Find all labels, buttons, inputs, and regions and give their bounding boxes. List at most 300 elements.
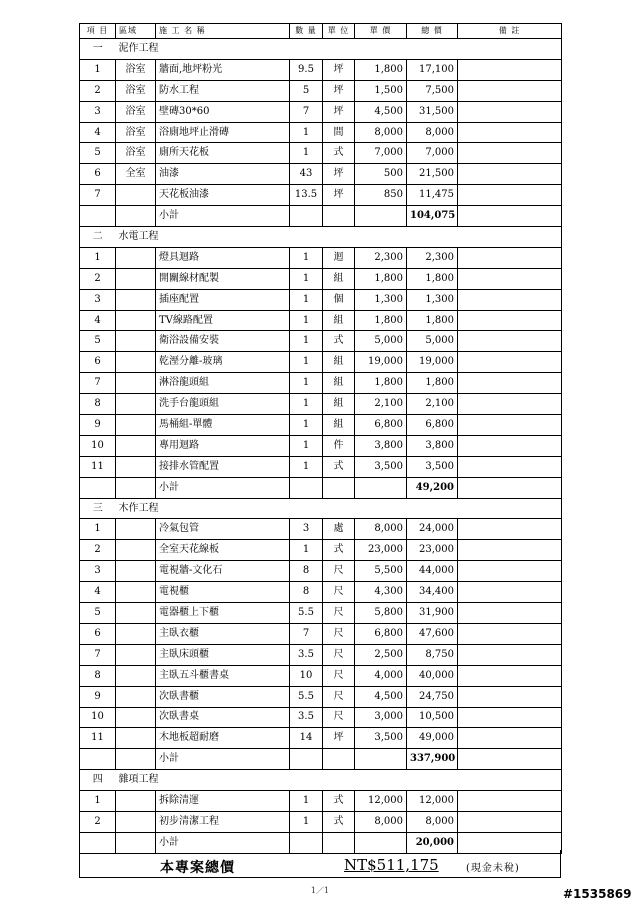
item-area	[116, 791, 156, 812]
subtotal-row	[80, 206, 562, 227]
item-name: 淋浴龍頭組	[156, 373, 290, 394]
item-area	[116, 435, 156, 456]
table-row	[80, 310, 562, 331]
item-qty: 5	[290, 80, 323, 101]
item-area	[116, 519, 156, 540]
item-area	[116, 665, 156, 686]
item-unit: 尺	[323, 686, 355, 707]
section-number: 三	[80, 498, 116, 519]
item-unit: 坪	[323, 185, 355, 206]
item-qty: 1	[290, 331, 323, 352]
item-unit: 坪	[323, 164, 355, 185]
item-amount: 1,800	[407, 310, 458, 331]
item-unit: 坪	[323, 59, 355, 80]
table-row	[80, 164, 562, 185]
page-number: 1／1	[310, 886, 330, 895]
item-number: 11	[80, 456, 116, 477]
table-row	[80, 268, 562, 289]
header-area: 區域	[116, 24, 156, 39]
item-area	[116, 728, 156, 749]
subtotal-row	[80, 477, 562, 498]
item-unit: 尺	[323, 603, 355, 624]
subtotal-empty	[116, 749, 156, 770]
item-qty: 1	[290, 247, 323, 268]
grand-total-note: (現金未稅)	[466, 863, 520, 874]
subtotal-empty	[458, 477, 562, 498]
item-number: 8	[80, 394, 116, 415]
section-number: 四	[80, 770, 116, 791]
item-name: 接排水管配置	[156, 456, 290, 477]
item-name: 初步清潔工程	[156, 811, 290, 832]
item-unit: 式	[323, 540, 355, 561]
item-qty: 3.5	[290, 707, 323, 728]
table-row	[80, 540, 562, 561]
table-row	[80, 561, 562, 582]
item-unit: 尺	[323, 644, 355, 665]
item-remark	[458, 268, 562, 289]
item-number: 10	[80, 707, 116, 728]
item-unit: 件	[323, 435, 355, 456]
item-name: 電器櫃上下櫃	[156, 603, 290, 624]
quotation-table	[79, 23, 562, 854]
item-amount: 23,000	[407, 540, 458, 561]
item-unit-price: 850	[355, 185, 407, 206]
item-qty: 1	[290, 456, 323, 477]
item-unit: 坪	[323, 80, 355, 101]
item-unit: 式	[323, 143, 355, 164]
item-remark	[458, 519, 562, 540]
section-title: 水電工程	[116, 227, 562, 248]
item-number: 7	[80, 373, 116, 394]
item-qty: 3	[290, 519, 323, 540]
item-qty: 1	[290, 122, 323, 143]
item-unit: 組	[323, 352, 355, 373]
table-row	[80, 603, 562, 624]
section-row	[80, 39, 562, 60]
table-row	[80, 665, 562, 686]
subtotal-label: 小計	[156, 749, 290, 770]
item-number: 9	[80, 686, 116, 707]
item-number: 5	[80, 603, 116, 624]
item-unit-price: 7,000	[355, 143, 407, 164]
item-remark	[458, 143, 562, 164]
item-name: 衛浴設備安裝	[156, 331, 290, 352]
item-qty: 8	[290, 561, 323, 582]
item-unit-price: 8,000	[355, 122, 407, 143]
subtotal-empty	[355, 206, 407, 227]
item-remark	[458, 644, 562, 665]
item-unit-price: 8,000	[355, 811, 407, 832]
table-row	[80, 373, 562, 394]
section-row	[80, 770, 562, 791]
item-qty: 1	[290, 540, 323, 561]
item-unit-price: 4,500	[355, 686, 407, 707]
item-qty: 1	[290, 143, 323, 164]
item-amount: 8,750	[407, 644, 458, 665]
header-unit: 單 位	[323, 24, 355, 39]
table-row	[80, 101, 562, 122]
item-number: 3	[80, 289, 116, 310]
item-area: 全室	[116, 164, 156, 185]
item-area	[116, 331, 156, 352]
item-amount: 8,000	[407, 811, 458, 832]
item-qty: 1	[290, 373, 323, 394]
item-area	[116, 561, 156, 582]
item-amount: 10,500	[407, 707, 458, 728]
item-number: 2	[80, 540, 116, 561]
item-remark	[458, 394, 562, 415]
item-number: 6	[80, 623, 116, 644]
item-amount: 7,500	[407, 80, 458, 101]
item-number: 3	[80, 101, 116, 122]
header-remark: 備 註	[458, 24, 562, 39]
item-number: 1	[80, 59, 116, 80]
item-amount: 17,100	[407, 59, 458, 80]
item-unit-price: 23,000	[355, 540, 407, 561]
item-unit-price: 3,500	[355, 728, 407, 749]
subtotal-empty	[458, 206, 562, 227]
subtotal-empty	[80, 749, 116, 770]
item-qty: 5.5	[290, 603, 323, 624]
item-amount: 44,000	[407, 561, 458, 582]
item-number: 2	[80, 268, 116, 289]
item-name: 乾溼分離-玻璃	[156, 352, 290, 373]
item-amount: 19,000	[407, 352, 458, 373]
item-qty: 8	[290, 582, 323, 603]
table-row	[80, 289, 562, 310]
item-unit-price: 1,800	[355, 59, 407, 80]
item-qty: 7	[290, 101, 323, 122]
section-title: 木作工程	[116, 498, 562, 519]
item-remark	[458, 435, 562, 456]
item-amount: 2,300	[407, 247, 458, 268]
item-amount: 2,100	[407, 394, 458, 415]
table-header-row	[80, 24, 562, 39]
subtotal-empty	[80, 206, 116, 227]
item-number: 10	[80, 435, 116, 456]
item-amount: 11,475	[407, 185, 458, 206]
item-unit: 式	[323, 811, 355, 832]
item-unit-price: 4,500	[355, 101, 407, 122]
grand-total-label: 本專案總價	[160, 860, 235, 876]
item-qty: 43	[290, 164, 323, 185]
item-qty: 14	[290, 728, 323, 749]
item-unit-price: 1,500	[355, 80, 407, 101]
item-area	[116, 247, 156, 268]
table-row	[80, 80, 562, 101]
subtotal-label: 小計	[156, 832, 290, 853]
table-row	[80, 728, 562, 749]
item-name: 電視櫃	[156, 582, 290, 603]
item-remark	[458, 791, 562, 812]
item-unit: 個	[323, 289, 355, 310]
item-remark	[458, 247, 562, 268]
item-area: 浴室	[116, 122, 156, 143]
item-qty: 1	[290, 811, 323, 832]
watermark-id: #1535869	[563, 887, 632, 901]
item-unit: 組	[323, 415, 355, 436]
item-area	[116, 644, 156, 665]
item-number: 1	[80, 519, 116, 540]
item-name: 油漆	[156, 164, 290, 185]
item-remark	[458, 603, 562, 624]
header-amount: 總 價	[407, 24, 458, 39]
table-row	[80, 644, 562, 665]
item-name: 木地板超耐磨	[156, 728, 290, 749]
item-remark	[458, 289, 562, 310]
item-unit-price: 5,800	[355, 603, 407, 624]
table-row	[80, 623, 562, 644]
subtotal-empty	[116, 477, 156, 498]
subtotal-empty	[80, 477, 116, 498]
table-row	[80, 707, 562, 728]
subtotal-empty	[355, 749, 407, 770]
item-remark	[458, 582, 562, 603]
table-row	[80, 185, 562, 206]
item-qty: 1	[290, 289, 323, 310]
item-remark	[458, 310, 562, 331]
item-remark	[458, 59, 562, 80]
subtotal-empty	[290, 477, 323, 498]
item-number: 3	[80, 561, 116, 582]
header-qty: 數 量	[290, 24, 323, 39]
table-row	[80, 352, 562, 373]
item-name: 天花板油漆	[156, 185, 290, 206]
item-amount: 8,000	[407, 122, 458, 143]
item-number: 11	[80, 728, 116, 749]
item-remark	[458, 728, 562, 749]
item-area	[116, 185, 156, 206]
item-qty: 1	[290, 791, 323, 812]
item-unit-price: 500	[355, 164, 407, 185]
item-unit: 間	[323, 122, 355, 143]
item-area	[116, 352, 156, 373]
item-number: 1	[80, 247, 116, 268]
item-name: 燈具迴路	[156, 247, 290, 268]
item-qty: 10	[290, 665, 323, 686]
item-unit-price: 4,000	[355, 665, 407, 686]
item-unit: 尺	[323, 665, 355, 686]
item-remark	[458, 707, 562, 728]
item-name: 主臥衣櫃	[156, 623, 290, 644]
item-amount: 6,800	[407, 415, 458, 436]
item-amount: 31,900	[407, 603, 458, 624]
subtotal-empty	[290, 206, 323, 227]
item-area: 浴室	[116, 101, 156, 122]
item-qty: 1	[290, 435, 323, 456]
item-remark	[458, 185, 562, 206]
item-unit: 組	[323, 310, 355, 331]
item-remark	[458, 665, 562, 686]
item-area	[116, 415, 156, 436]
item-unit-price: 1,800	[355, 310, 407, 331]
item-number: 8	[80, 665, 116, 686]
item-area: 浴室	[116, 59, 156, 80]
item-name: 浴廁地坪止滑磚	[156, 122, 290, 143]
item-unit-price: 3,500	[355, 456, 407, 477]
item-unit-price: 5,000	[355, 331, 407, 352]
item-amount: 21,500	[407, 164, 458, 185]
table-row	[80, 519, 562, 540]
item-remark	[458, 80, 562, 101]
item-unit-price: 2,300	[355, 247, 407, 268]
item-unit: 尺	[323, 561, 355, 582]
item-area	[116, 310, 156, 331]
item-name: 防水工程	[156, 80, 290, 101]
item-number: 4	[80, 310, 116, 331]
item-remark	[458, 352, 562, 373]
item-unit: 組	[323, 268, 355, 289]
item-amount: 24,750	[407, 686, 458, 707]
table-row	[80, 686, 562, 707]
item-remark	[458, 373, 562, 394]
item-amount: 7,000	[407, 143, 458, 164]
item-name: 電視牆-文化石	[156, 561, 290, 582]
item-name: 插座配置	[156, 289, 290, 310]
section-row	[80, 498, 562, 519]
item-unit-price: 5,500	[355, 561, 407, 582]
item-remark	[458, 456, 562, 477]
item-name: TV線路配置	[156, 310, 290, 331]
item-unit-price: 1,300	[355, 289, 407, 310]
item-unit: 尺	[323, 707, 355, 728]
item-unit: 式	[323, 456, 355, 477]
item-remark	[458, 101, 562, 122]
item-name: 次臥書桌	[156, 707, 290, 728]
item-unit: 尺	[323, 582, 355, 603]
table-row	[80, 791, 562, 812]
item-number: 6	[80, 352, 116, 373]
subtotal-empty	[323, 206, 355, 227]
item-remark	[458, 331, 562, 352]
subtotal-empty	[458, 749, 562, 770]
item-unit: 組	[323, 394, 355, 415]
section-title: 雜項工程	[116, 770, 562, 791]
item-name: 廁所天花板	[156, 143, 290, 164]
item-unit-price: 2,500	[355, 644, 407, 665]
grand-total-value: NT$511,175	[344, 856, 439, 874]
item-unit: 組	[323, 373, 355, 394]
item-number: 2	[80, 80, 116, 101]
item-unit: 坪	[323, 728, 355, 749]
table-row	[80, 247, 562, 268]
item-number: 7	[80, 185, 116, 206]
section-row	[80, 227, 562, 248]
item-name: 冷氣包管	[156, 519, 290, 540]
item-area: 浴室	[116, 80, 156, 101]
item-name: 主臥床頭櫃	[156, 644, 290, 665]
item-unit-price: 6,800	[355, 415, 407, 436]
subtotal-value: 337,900	[407, 749, 458, 770]
item-amount: 3,800	[407, 435, 458, 456]
table-row	[80, 394, 562, 415]
table-row	[80, 811, 562, 832]
table-row	[80, 59, 562, 80]
subtotal-empty	[290, 749, 323, 770]
item-unit-price: 3,800	[355, 435, 407, 456]
item-qty: 5.5	[290, 686, 323, 707]
item-area	[116, 540, 156, 561]
item-remark	[458, 686, 562, 707]
table-row	[80, 415, 562, 436]
item-number: 6	[80, 164, 116, 185]
item-remark	[458, 540, 562, 561]
item-amount: 49,000	[407, 728, 458, 749]
item-qty: 13.5	[290, 185, 323, 206]
item-unit-price: 2,100	[355, 394, 407, 415]
item-remark	[458, 122, 562, 143]
table-row	[80, 456, 562, 477]
item-number: 4	[80, 582, 116, 603]
subtotal-empty	[355, 477, 407, 498]
item-name: 拆除清運	[156, 791, 290, 812]
item-area	[116, 289, 156, 310]
item-unit: 坪	[323, 101, 355, 122]
item-unit-price: 19,000	[355, 352, 407, 373]
item-unit: 式	[323, 331, 355, 352]
item-number: 2	[80, 811, 116, 832]
item-area	[116, 811, 156, 832]
table-row	[80, 122, 562, 143]
item-area	[116, 582, 156, 603]
item-remark	[458, 811, 562, 832]
item-unit-price: 12,000	[355, 791, 407, 812]
item-remark	[458, 164, 562, 185]
subtotal-empty	[323, 477, 355, 498]
item-name: 牆面,地坪粉光	[156, 59, 290, 80]
item-number: 4	[80, 122, 116, 143]
item-number: 5	[80, 143, 116, 164]
header-price: 單 價	[355, 24, 407, 39]
item-qty: 9.5	[290, 59, 323, 80]
item-name: 主臥五斗櫃書桌	[156, 665, 290, 686]
table-row	[80, 143, 562, 164]
item-remark	[458, 623, 562, 644]
item-qty: 1	[290, 310, 323, 331]
header-item: 項 目	[80, 24, 116, 39]
subtotal-empty	[116, 206, 156, 227]
item-amount: 1,800	[407, 373, 458, 394]
item-area: 浴室	[116, 143, 156, 164]
item-area	[116, 456, 156, 477]
item-name: 次臥書櫃	[156, 686, 290, 707]
item-unit: 式	[323, 791, 355, 812]
item-area	[116, 707, 156, 728]
subtotal-value: 49,200	[407, 477, 458, 498]
item-area	[116, 394, 156, 415]
item-number: 5	[80, 331, 116, 352]
item-qty: 3.5	[290, 644, 323, 665]
subtotal-value: 104,075	[407, 206, 458, 227]
item-amount: 40,000	[407, 665, 458, 686]
item-name: 專用迴路	[156, 435, 290, 456]
item-name: 洗手台龍頭組	[156, 394, 290, 415]
item-area	[116, 686, 156, 707]
item-amount: 12,000	[407, 791, 458, 812]
item-unit: 迴	[323, 247, 355, 268]
header-name: 施 工 名 稱	[156, 24, 290, 39]
item-amount: 47,600	[407, 623, 458, 644]
subtotal-empty	[323, 749, 355, 770]
item-amount: 34,400	[407, 582, 458, 603]
item-name: 全室天花線板	[156, 540, 290, 561]
subtotal-label: 小計	[156, 477, 290, 498]
item-area	[116, 268, 156, 289]
section-title: 泥作工程	[116, 39, 562, 60]
item-name: 馬桶組-單體	[156, 415, 290, 436]
item-unit-price: 1,800	[355, 268, 407, 289]
item-unit-price: 8,000	[355, 519, 407, 540]
